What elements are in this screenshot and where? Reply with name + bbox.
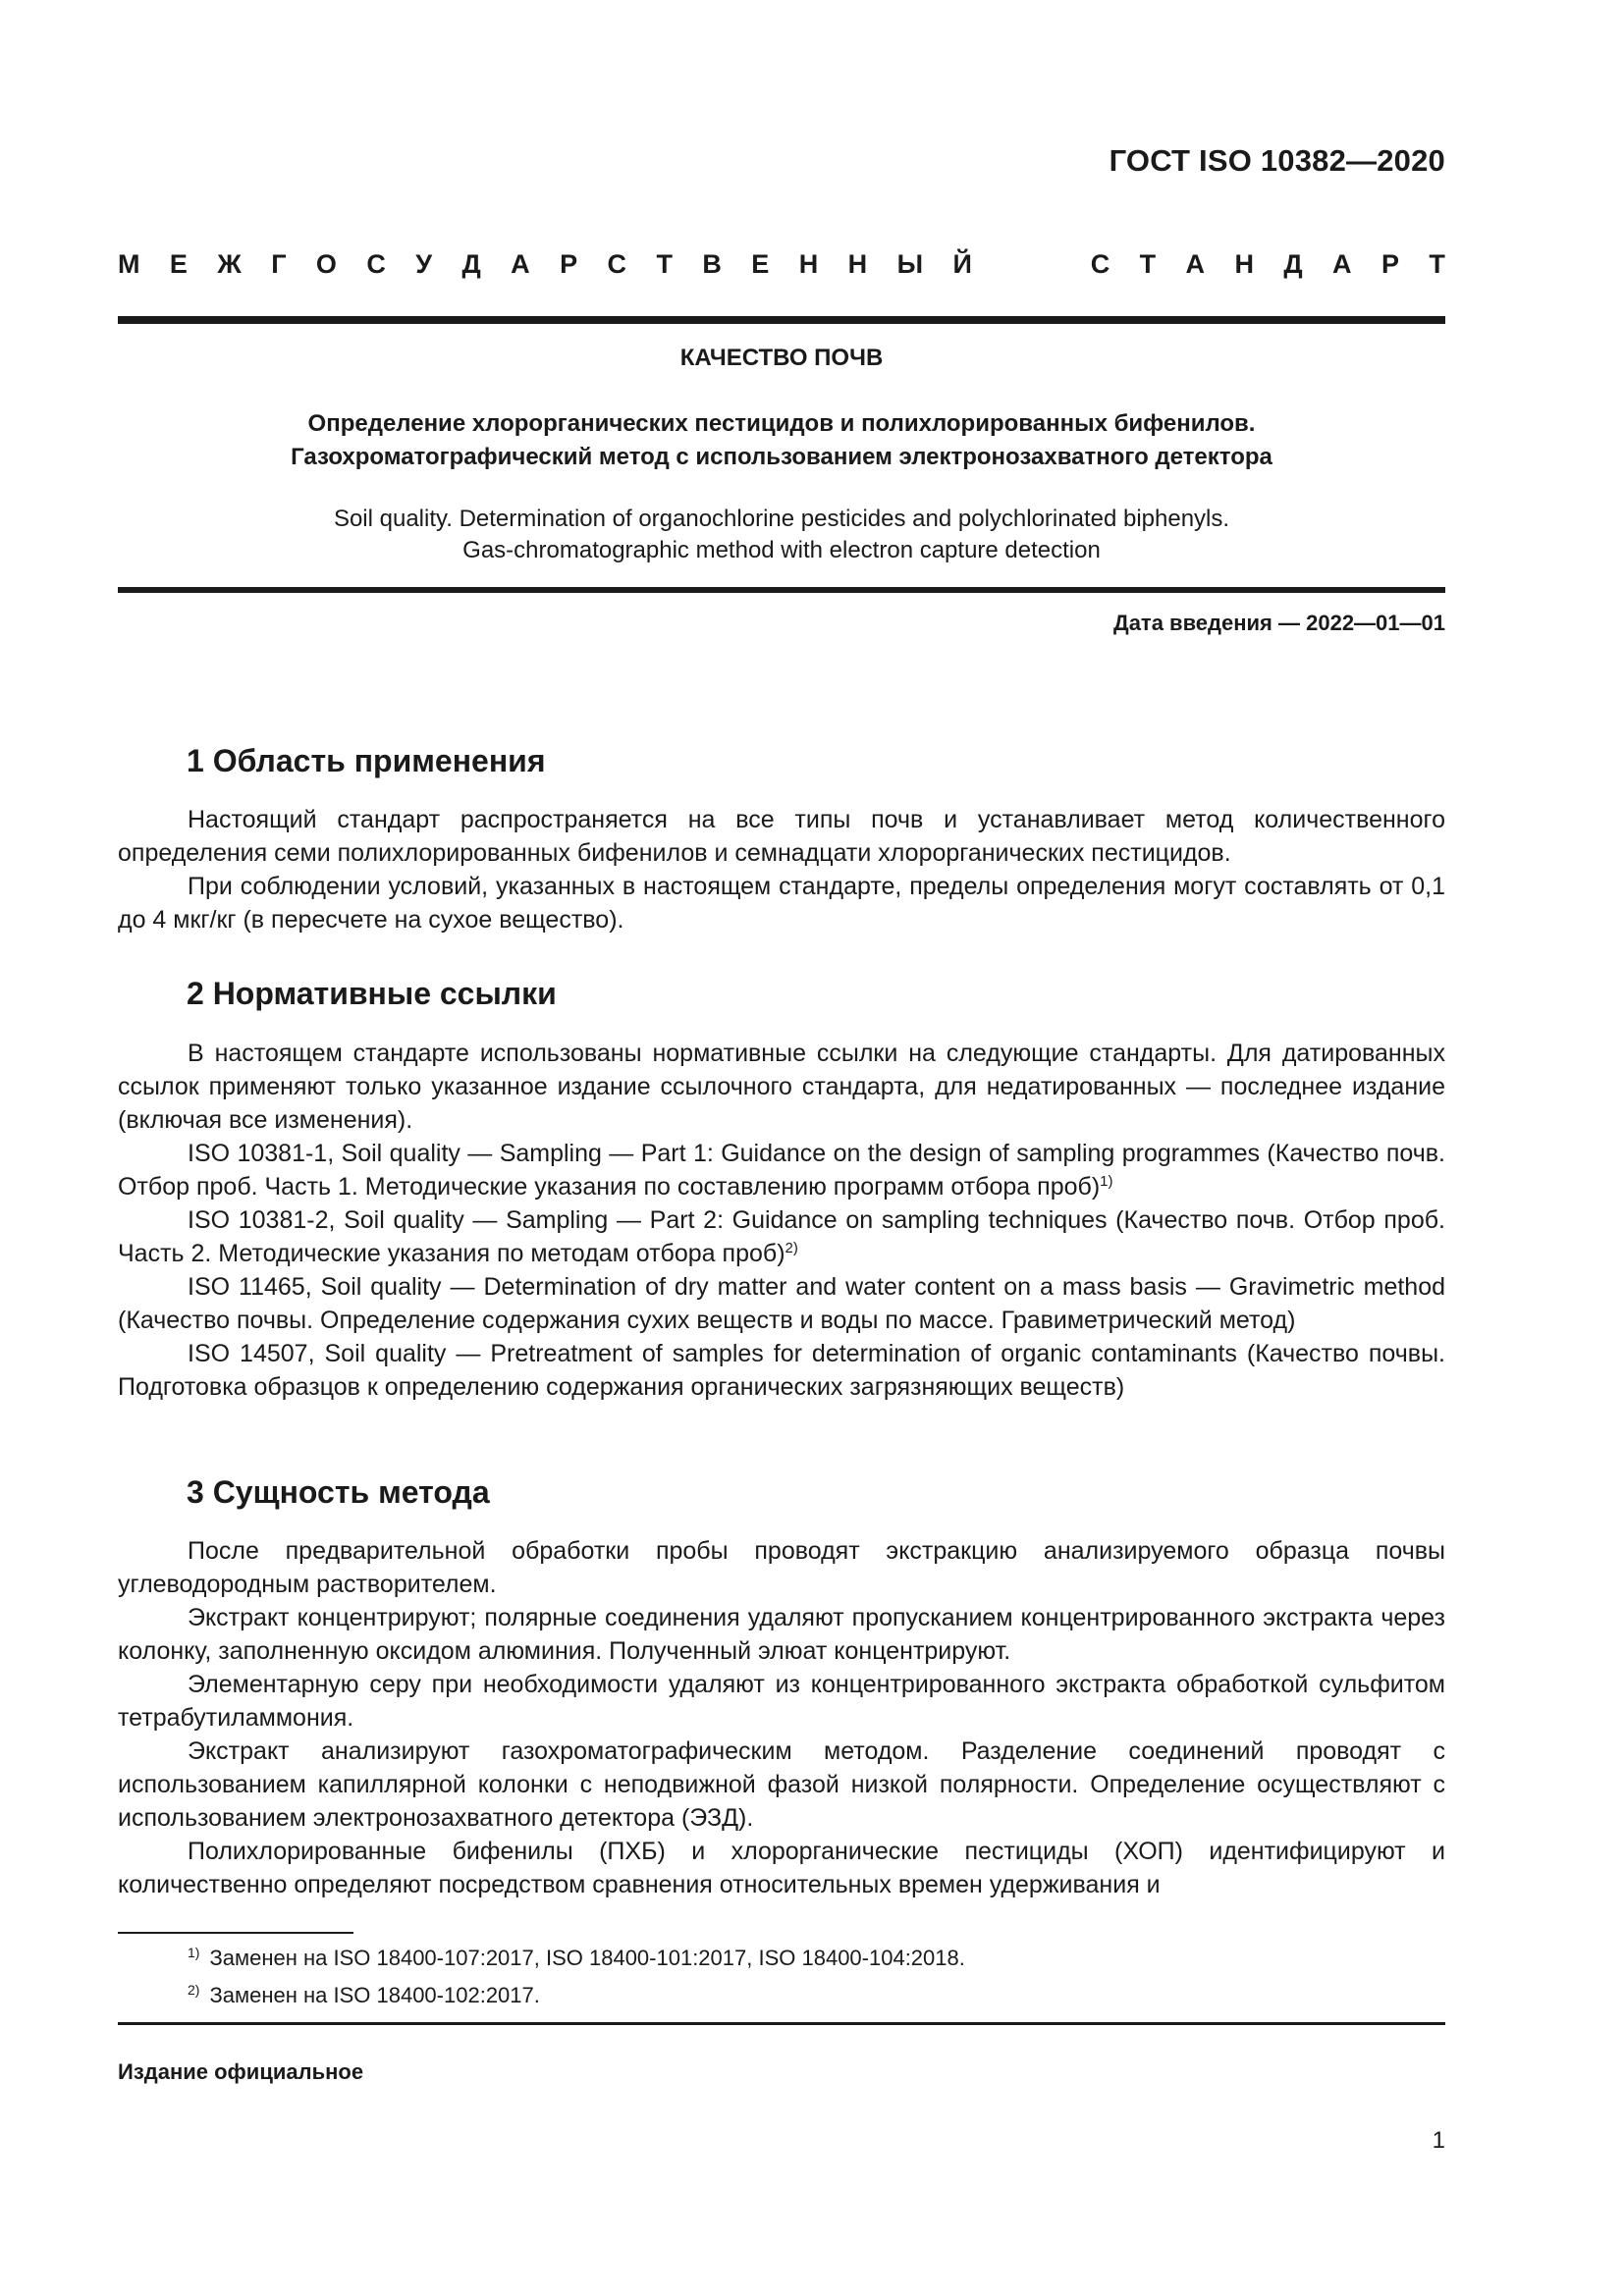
subtitle-en-line: Soil quality. Determination of organochlorine pesticides and polychlorinated biphenyls.	[333, 506, 1230, 532]
paragraph: Экстракт концентрируют; полярные соединения удаляют пропусканием концентрированного экстракта через колонку, заполненную оксидом алюминия. Полученный элюат концентрируют.	[118, 1604, 1445, 1665]
paragraph: При соблюдении условий, указанных в настоящем стандарте, пределы определения могут составлять от 0,1 до 4 мкг/кг (в пересчете на сухое вещество).	[118, 873, 1445, 934]
spaced-letter: Н	[847, 249, 868, 279]
spaced-letter: С	[607, 249, 627, 279]
paragraph	[118, 1137, 1445, 1203]
document-title: КАЧЕСТВО ПОЧВ	[679, 345, 884, 371]
reference-text: ISO 10381-1, Soil quality — Sampling — Part 1: Guidance on the design of sampling programmes (Качество почв. Отбор проб. Часть 1. Методические указания по составлению программ отбора проб)	[118, 1140, 1445, 1201]
paragraph: После предварительной обработки пробы проводят экстракцию анализируемого образца почвы углеводородным растворителем.	[118, 1537, 1445, 1598]
introduction-date: Дата введения — 2022—01—01	[1113, 611, 1445, 635]
paragraph: Настоящий стандарт распространяется на все типы почв и устанавливает метод количественного определения семи полихлорированных бифенилов и семнадцати хлорорганических пестицидов.	[118, 806, 1445, 867]
spaced-letter: М	[118, 249, 140, 279]
footnote-mark: 1)	[188, 1945, 200, 1960]
spaced-letter: Р	[1380, 249, 1399, 279]
spaced-letter: С	[1090, 249, 1110, 279]
section-heading: 1 Область применения	[187, 743, 546, 778]
section-body	[118, 803, 1445, 936]
footnote-text: Заменен на ISO 18400-107:2017, ISO 18400-101:2017, ISO 18400-104:2018.	[209, 1946, 965, 1970]
spaced-letter: О	[315, 249, 337, 279]
standard-number: ГОСТ ISO 10382—2020	[1109, 143, 1445, 178]
footnote-mark: 2)	[188, 1982, 200, 1998]
spaced-letter: Г	[271, 249, 287, 279]
spaced-letter: Т	[1429, 249, 1445, 279]
paragraph: Экстракт анализируют газохроматографическим методом. Разделение соединений проводят с использованием капиллярной колонки с неподвижной фазой низкой полярности. Определение осуществляют с использованием электронозахватного детектора (ЭЗД).	[118, 1737, 1445, 1832]
subtitle-line: Определение хлорорганических пестицидов и полихлорированных бифенилов.	[307, 410, 1256, 437]
footnote	[188, 1977, 965, 2014]
spaced-letter: Е	[751, 249, 770, 279]
word-gap	[1001, 249, 1060, 280]
footnote-ref: 2)	[785, 1240, 798, 1256]
spaced-letter: Й	[952, 249, 972, 279]
footnotes	[188, 1940, 965, 2014]
paragraph: ISO 14507, Soil quality — Pretreatment of samples for determination of organic contaminants (Качество почвы. Подготовка образцов к определению содержания органических загрязняющих веществ)	[118, 1340, 1445, 1401]
section-body	[118, 1534, 1445, 1901]
spaced-letter: В	[702, 249, 722, 279]
paragraph	[118, 1203, 1445, 1270]
spaced-letter: Н	[798, 249, 819, 279]
section-body	[118, 1037, 1445, 1404]
spaced-letter: А	[1332, 249, 1352, 279]
footnote	[188, 1940, 965, 1977]
spaced-letter: Ы	[896, 249, 924, 279]
spaced-letter: Ж	[217, 249, 242, 279]
document-subtitle-ru	[118, 407, 1445, 474]
subtitle-line: Газохроматографический метод с использованием электронозахватного детектора	[291, 444, 1272, 470]
document-subtitle-en	[118, 504, 1445, 566]
paragraph: Элементарную серу при необходимости удаляют из концентрированного экстракта обработкой сульфитом тетрабутиламмония.	[118, 1671, 1445, 1732]
spaced-letter: У	[415, 249, 433, 279]
reference-text: ISO 10381-2, Soil quality — Sampling — Part 2: Guidance on sampling techniques (Качество почв. Отбор проб. Часть 2. Методические указания по методам отбора проб)	[118, 1206, 1445, 1267]
spaced-letter: С	[366, 249, 386, 279]
spaced-letter: А	[511, 249, 530, 279]
spaced-letter: Д	[1283, 249, 1303, 279]
spaced-letter: Н	[1234, 249, 1254, 279]
heavy-divider	[118, 587, 1445, 593]
page-number: 1	[1432, 2127, 1445, 2154]
subtitle-en-line: Gas-chromatographic method with electron capture detection	[462, 537, 1101, 563]
paragraph: В настоящем стандарте использованы нормативные ссылки на следующие стандарты. Для датированных ссылок применяют только указанное издание ссылочного стандарта, для недатированных — последнее издание (включая все изменения).	[118, 1040, 1445, 1134]
spaced-letter: А	[1185, 249, 1206, 279]
spaced-letter: Е	[169, 249, 188, 279]
paragraph: ISO 11465, Soil quality — Determination of dry matter and water content on a mass basis — Gravimetric method (Качество почвы. Определение содержания сухих веществ и воды по массе. Гравиметрический метод)	[118, 1273, 1445, 1334]
spaced-letter: Д	[461, 249, 481, 279]
section-heading: 3 Сущность метода	[187, 1474, 490, 1510]
footer-divider	[118, 2022, 1445, 2025]
section-heading: 2 Нормативные ссылки	[187, 976, 557, 1011]
official-edition-label: Издание официальное	[118, 2059, 364, 2084]
paragraph: Полихлорированные бифенилы (ПХБ) и хлорорганические пестициды (ХОП) идентифицируют и количественно определяют посредством сравнения относительных времен удерживания и	[118, 1838, 1445, 1898]
interstate-standard-label	[118, 249, 1445, 280]
spaced-letter: Т	[1139, 249, 1157, 279]
footnote-ref: 1)	[1100, 1173, 1113, 1190]
footnote-divider	[118, 1932, 353, 1934]
heavy-divider	[118, 316, 1445, 324]
spaced-letter: Р	[560, 249, 578, 279]
spaced-letter: Т	[656, 249, 673, 279]
footnote-text: Заменен на ISO 18400-102:2017.	[209, 1983, 540, 2007]
